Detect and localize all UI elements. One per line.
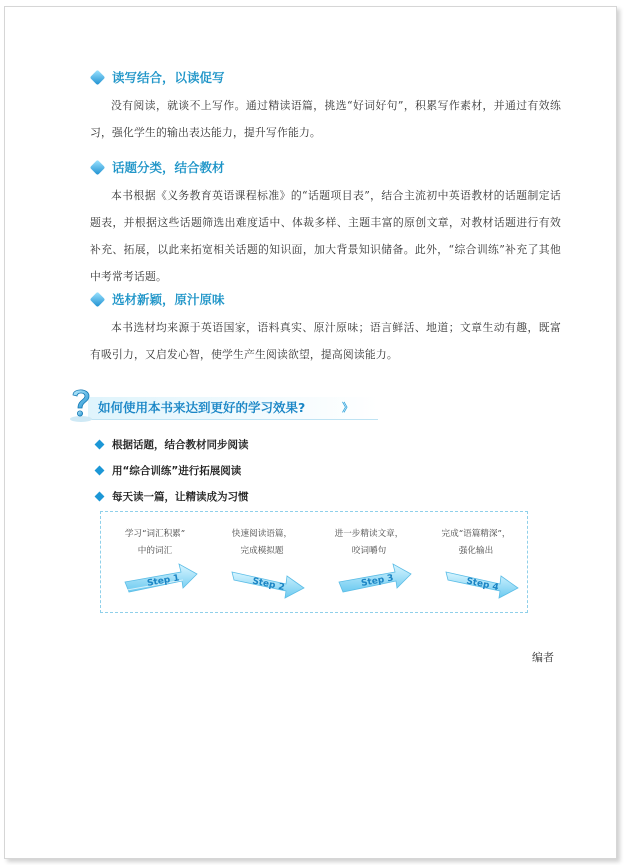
signature: 编者	[532, 651, 554, 664]
diamond-icon	[90, 69, 106, 85]
section-paragraph: 没有阅读，就谈不上写作。通过精读语篇，挑选“好词好句”，积累写作素材，并通过有效练习，强化学生的输出表达能力，提升写作能力。	[90, 99, 561, 139]
arrow-icon	[230, 560, 306, 600]
step-item	[319, 512, 419, 612]
step-caption-line: 快速阅读语篇，	[231, 529, 293, 539]
step-caption-line: 学习“词汇积累”	[124, 529, 186, 539]
usage-tip-text: 用“综合训练”进行拓展阅读	[112, 464, 242, 477]
step-item	[212, 512, 312, 612]
arrow-icon	[444, 560, 520, 600]
steps-box	[100, 511, 528, 613]
section-material-selection	[90, 290, 561, 368]
step-caption-line: 强化输出	[458, 546, 494, 556]
step-caption-line: 进一步精读文章，	[334, 529, 404, 539]
section-heading-text: 读写结合，以读促写	[112, 70, 225, 85]
step-item	[426, 512, 526, 612]
diamond-bullet-icon	[95, 465, 105, 475]
section-heading	[90, 290, 561, 308]
step-item	[105, 512, 205, 612]
usage-tip	[96, 483, 249, 509]
double-chevron-right-icon: 》	[342, 401, 353, 414]
section-topic-classification	[90, 158, 561, 290]
section-heading	[90, 68, 561, 86]
usage-tip	[96, 431, 249, 457]
usage-tip-text: 根据话题，结合教材同步阅读	[112, 438, 249, 451]
step-label: Step 2	[251, 576, 286, 594]
diamond-icon	[90, 159, 106, 175]
section-reading-writing	[90, 68, 561, 146]
diamond-bullet-icon	[95, 439, 105, 449]
section-heading	[90, 158, 561, 176]
section-heading-text: 选材新颖，原汁原味	[112, 292, 225, 307]
step-caption	[105, 526, 205, 560]
step-caption-line: 完成模拟题	[240, 546, 284, 556]
usage-tip	[96, 457, 249, 483]
step-caption-line: 咬词嚼句	[351, 546, 387, 556]
step-caption	[319, 526, 419, 560]
diamond-bullet-icon	[95, 491, 105, 501]
section-paragraph: 本书根据《义务教育英语课程标准》的“话题项目表”，结合主流初中英语教材的话题制定话题表，并根据这些话题筛选出难度适中、体裁多样、主题丰富的原创文章，对教材话题进行有效补充、拓展，以此来拓宽相关话题的知识面，加大背景知识储备。此外，“综合训练”补充了其他中考常考话题。	[90, 189, 561, 283]
arrow-icon	[123, 560, 199, 600]
section-heading-text: 话题分类，结合教材	[112, 160, 225, 175]
question-mark-icon	[66, 384, 96, 424]
arrow-icon	[337, 560, 413, 600]
usage-tips-list	[96, 431, 249, 509]
section-paragraph: 本书选材均来源于英语国家，语料真实、原汁原味；语言鲜活、地道；文章生动有趣，既富有吸引力，又启发心智，使学生产生阅读欲望，提高阅读能力。	[90, 321, 561, 361]
usage-title-banner	[66, 384, 386, 426]
step-label: Step 1	[146, 573, 181, 589]
step-caption	[212, 526, 312, 560]
diamond-icon	[90, 291, 106, 307]
step-caption	[426, 526, 526, 560]
usage-tip-text: 每天读一篇，让精读成为习惯	[112, 490, 249, 503]
step-caption-line: 完成“语篇精深”，	[441, 529, 511, 539]
step-label: Step 3	[360, 573, 395, 589]
step-caption-line: 中的词汇	[137, 546, 173, 556]
usage-title: 如何使用本书来达到更好的学习效果?	[98, 400, 306, 415]
step-label: Step 4	[465, 576, 500, 594]
